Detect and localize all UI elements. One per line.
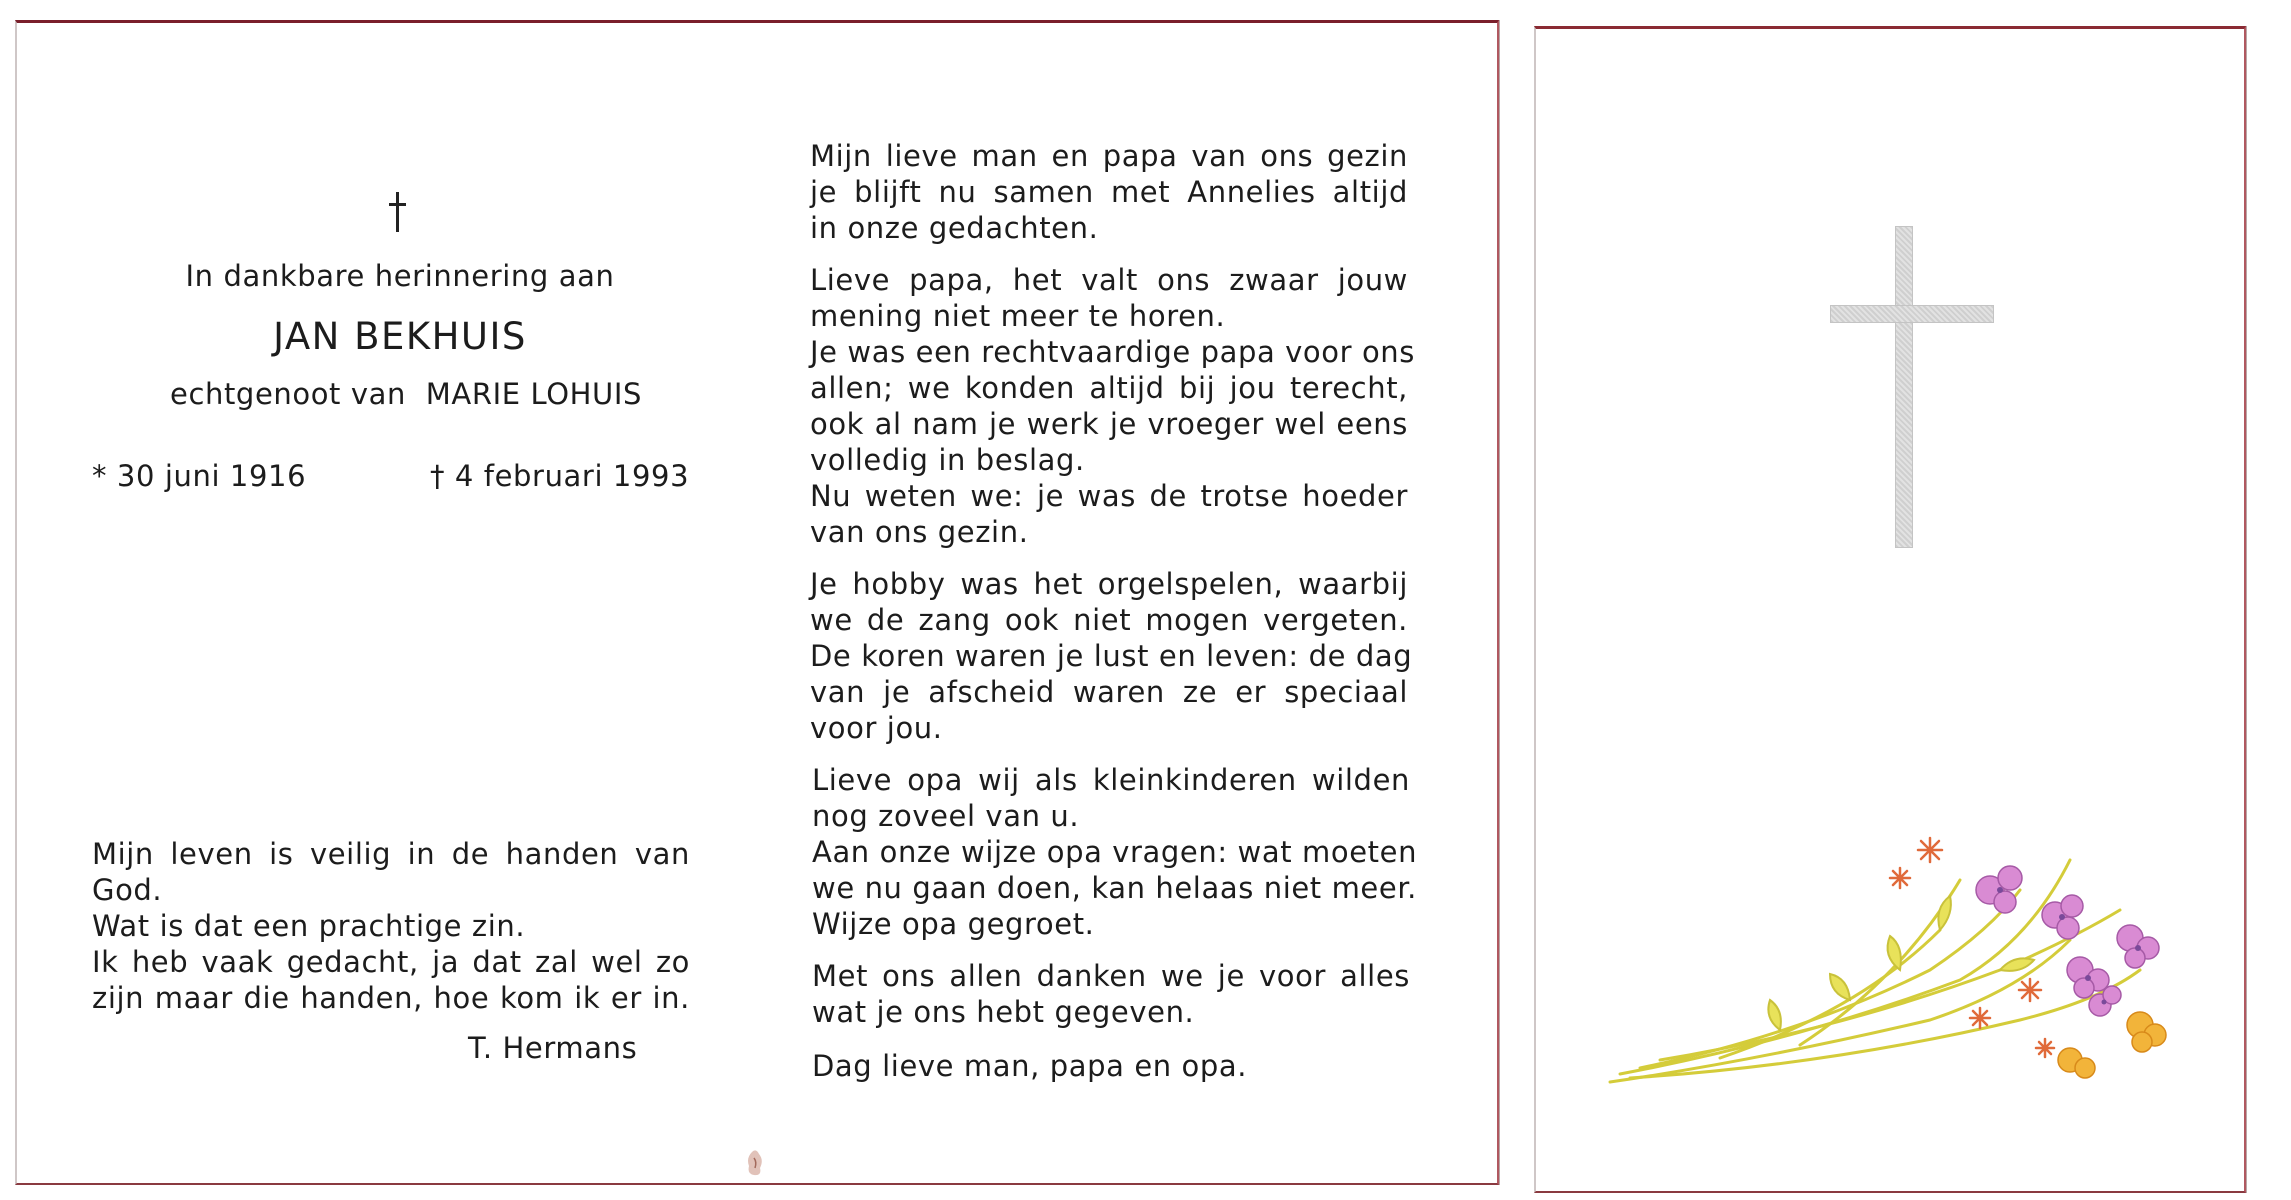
text-line-8: ook al nam je werk je vroeger wel eens xyxy=(810,407,1408,441)
birth-date: * 30 juni 1916 xyxy=(92,459,307,493)
text-line-14: De koren waren je lust en leven: de dag xyxy=(810,639,1413,673)
deceased-name: JAN BEKHUIS xyxy=(273,315,527,358)
text-line-15: van je afscheid waren ze er speciaal xyxy=(810,675,1408,709)
poem-line-4: Ik heb vaak gedacht, ja dat zal wel zo xyxy=(92,945,690,979)
text-line-10: Nu weten we: je was de trotse hoeder xyxy=(810,479,1408,513)
spouse-name: MARIE LOHUIS xyxy=(425,377,643,411)
poem-line-1: Mijn leven is veilig in de handen van xyxy=(92,837,690,871)
text-line-16: voor jou. xyxy=(810,711,943,745)
death-date: † 4 februari 1993 xyxy=(430,459,690,493)
text-line-24: Dag lieve man, papa en opa. xyxy=(812,1049,1248,1083)
text-line-3: in onze gedachten. xyxy=(810,211,1099,245)
flower-bouquet-icon xyxy=(1600,820,2220,1100)
text-line-12: Je hobby was het orgelspelen, waarbij xyxy=(810,567,1408,601)
text-line-7: allen; we konden altijd bij jou terecht, xyxy=(810,371,1408,405)
small-cross-icon xyxy=(388,192,408,232)
text-line-23: wat je ons hebt gegeven. xyxy=(812,995,1195,1029)
text-line-1: Mijn lieve man en papa van ons gezin xyxy=(810,139,1408,173)
spouse-line xyxy=(170,376,642,412)
text-line-13: we de zang ook niet mogen vergeten. xyxy=(810,603,1408,637)
smudge-mark xyxy=(742,1148,768,1178)
poem-line-3: Wat is dat een prachtige zin. xyxy=(92,909,526,943)
text-line-21: Wijze opa gegroet. xyxy=(812,907,1095,941)
text-line-20: we nu gaan doen, kan helaas niet meer. xyxy=(812,871,1417,905)
text-line-22: Met ons allen danken we je voor alles xyxy=(812,959,1410,993)
cross-icon xyxy=(1830,226,1994,548)
poem-author: T. Hermans xyxy=(468,1031,638,1065)
text-line-6: Je was een rechtvaardige papa voor ons xyxy=(810,335,1415,369)
text-line-2: je blijft nu samen met Annelies altijd xyxy=(810,175,1408,209)
poem-line-2: God. xyxy=(92,873,163,907)
text-line-18: nog zoveel van u. xyxy=(812,799,1080,833)
poem-line-5: zijn maar die handen, hoe kom ik er in. xyxy=(92,981,690,1015)
text-line-17: Lieve opa wij als kleinkinderen wilden xyxy=(812,763,1410,797)
text-line-4: Lieve papa, het valt ons zwaar jouw xyxy=(810,263,1408,297)
text-line-5: mening niet meer te horen. xyxy=(810,299,1226,333)
spouse-prefix: echtgenoot van xyxy=(170,377,406,411)
intro-line: In dankbare herinnering aan xyxy=(185,259,615,293)
text-line-11: van ons gezin. xyxy=(810,515,1029,549)
text-line-9: volledig in beslag. xyxy=(810,443,1085,477)
text-line-19: Aan onze wijze opa vragen: wat moeten xyxy=(812,835,1418,869)
